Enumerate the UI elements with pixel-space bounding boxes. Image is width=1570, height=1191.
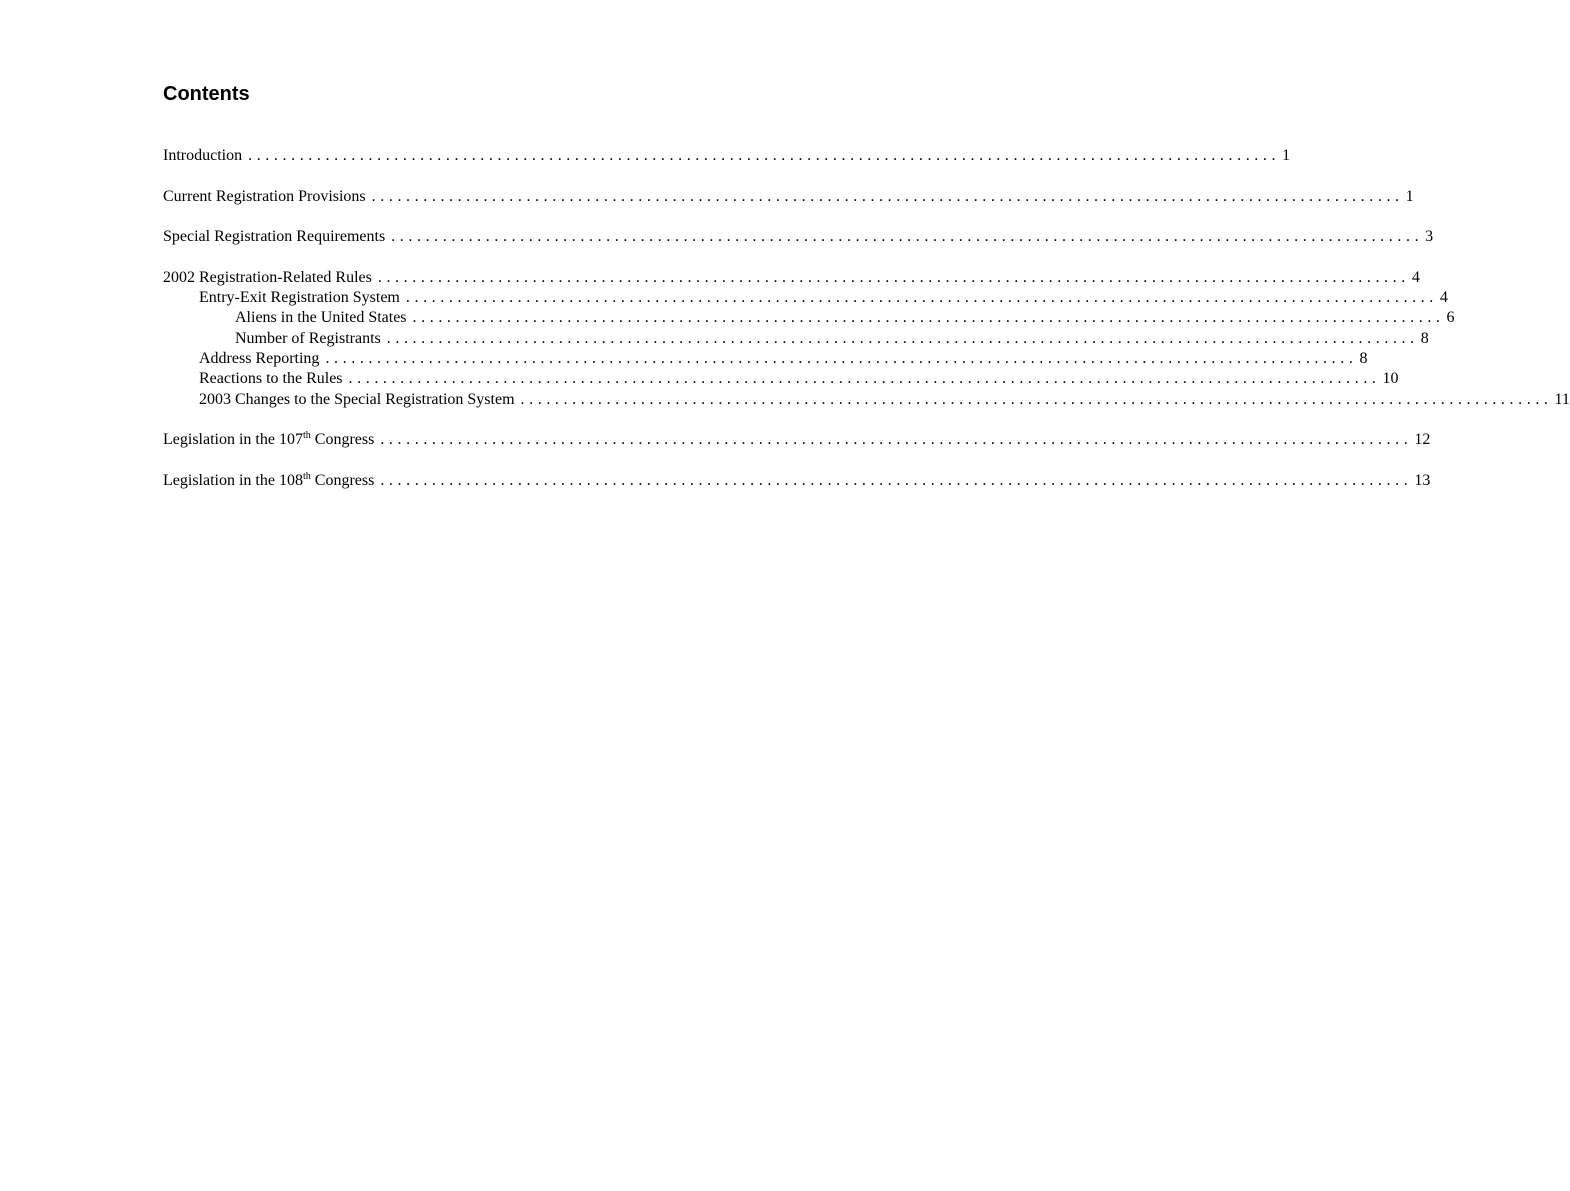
toc-entry-title[interactable]: Current Registration Provisions bbox=[163, 187, 366, 205]
toc-page-number: 8 bbox=[1359, 349, 1368, 367]
toc-entry-title[interactable]: Address Reporting bbox=[199, 349, 320, 367]
toc-entry-title-main: Legislation in the 107 bbox=[163, 431, 303, 449]
dot-leader: ........................................................................................................................ bbox=[520, 390, 1553, 408]
toc-page-number: 12 bbox=[1414, 431, 1431, 449]
toc-entry-title[interactable]: Reactions to the Rules bbox=[199, 370, 343, 388]
toc-page-number: 1 bbox=[1282, 147, 1291, 164]
toc-entry-aliens-in-the-united-states[interactable] bbox=[163, 308, 1455, 328]
toc-entry-2003-changes-special-registration[interactable] bbox=[163, 390, 1570, 410]
dot-leader: ........................................................................................................................ bbox=[371, 187, 1404, 205]
toc-page-number: 4 bbox=[1439, 289, 1448, 307]
toc-page-number: 4 bbox=[1411, 268, 1420, 286]
dot-leader: ........................................................................................................................ bbox=[380, 431, 1413, 449]
toc-entry-2002-registration-related-rules[interactable] bbox=[163, 268, 1420, 288]
dot-leader: ........................................................................................................................ bbox=[248, 147, 1281, 164]
toc-entry-title[interactable]: Introduction bbox=[163, 147, 243, 164]
toc-entry-title[interactable]: 2002 Registration-Related Rules bbox=[163, 268, 372, 286]
ordinal-suffix: th bbox=[302, 430, 311, 442]
toc-entry-title[interactable] bbox=[163, 430, 380, 450]
toc-page-number: 3 bbox=[1425, 228, 1434, 246]
toc-entry-number-of-registrants[interactable] bbox=[163, 329, 1429, 349]
toc-page-number: 6 bbox=[1446, 309, 1455, 327]
toc-entry-entry-exit-registration-system[interactable] bbox=[163, 288, 1448, 308]
toc-entry-title[interactable]: 2003 Changes to the Special Registration System bbox=[199, 390, 515, 408]
toc-entry-special-registration-requirements[interactable] bbox=[163, 227, 1434, 247]
toc-entry-title[interactable]: Number of Registrants bbox=[235, 329, 381, 347]
toc-entry-title[interactable]: Entry-Exit Registration System bbox=[199, 289, 400, 307]
dot-leader: ........................................................................................................................ bbox=[377, 268, 1410, 286]
dot-leader: ........................................................................................................................ bbox=[348, 370, 1381, 388]
dot-leader: ........................................................................................................................ bbox=[405, 289, 1438, 307]
toc-entry-legislation-107th-congress[interactable] bbox=[163, 430, 1431, 450]
toc-entry-title[interactable]: Special Registration Requirements bbox=[163, 228, 386, 246]
table-of-contents bbox=[163, 146, 1570, 491]
toc-entry-legislation-108th-congress[interactable] bbox=[163, 470, 1431, 491]
toc-entry-reactions-to-the-rules[interactable] bbox=[163, 369, 1399, 389]
toc-entry-title-end: Congress bbox=[310, 471, 375, 489]
toc-page-number: 10 bbox=[1382, 370, 1399, 388]
dot-leader: ........................................................................................................................ bbox=[380, 471, 1413, 489]
dot-leader: ........................................................................................................................ bbox=[386, 329, 1419, 347]
toc-entry-introduction[interactable] bbox=[163, 146, 1291, 166]
toc-page-number: 8 bbox=[1420, 329, 1429, 347]
dot-leader: ........................................................................................................................ bbox=[325, 349, 1358, 367]
toc-entry-address-reporting[interactable] bbox=[163, 349, 1368, 369]
toc-page-number: 11 bbox=[1554, 390, 1570, 408]
ordinal-suffix: th bbox=[302, 470, 311, 482]
toc-entry-title[interactable]: Aliens in the United States bbox=[235, 309, 407, 327]
contents-heading: Contents bbox=[163, 83, 250, 105]
toc-entry-title-main: Legislation in the 108 bbox=[163, 471, 303, 489]
toc-entry-title[interactable] bbox=[163, 471, 380, 491]
toc-page-number: 1 bbox=[1405, 187, 1414, 205]
dot-leader: ........................................................................................................................ bbox=[391, 228, 1424, 246]
dot-leader: ........................................................................................................................ bbox=[412, 309, 1445, 327]
toc-entry-title-end: Congress bbox=[310, 431, 375, 449]
toc-page-number: 13 bbox=[1414, 471, 1431, 489]
toc-entry-current-registration-provisions[interactable] bbox=[163, 187, 1414, 207]
